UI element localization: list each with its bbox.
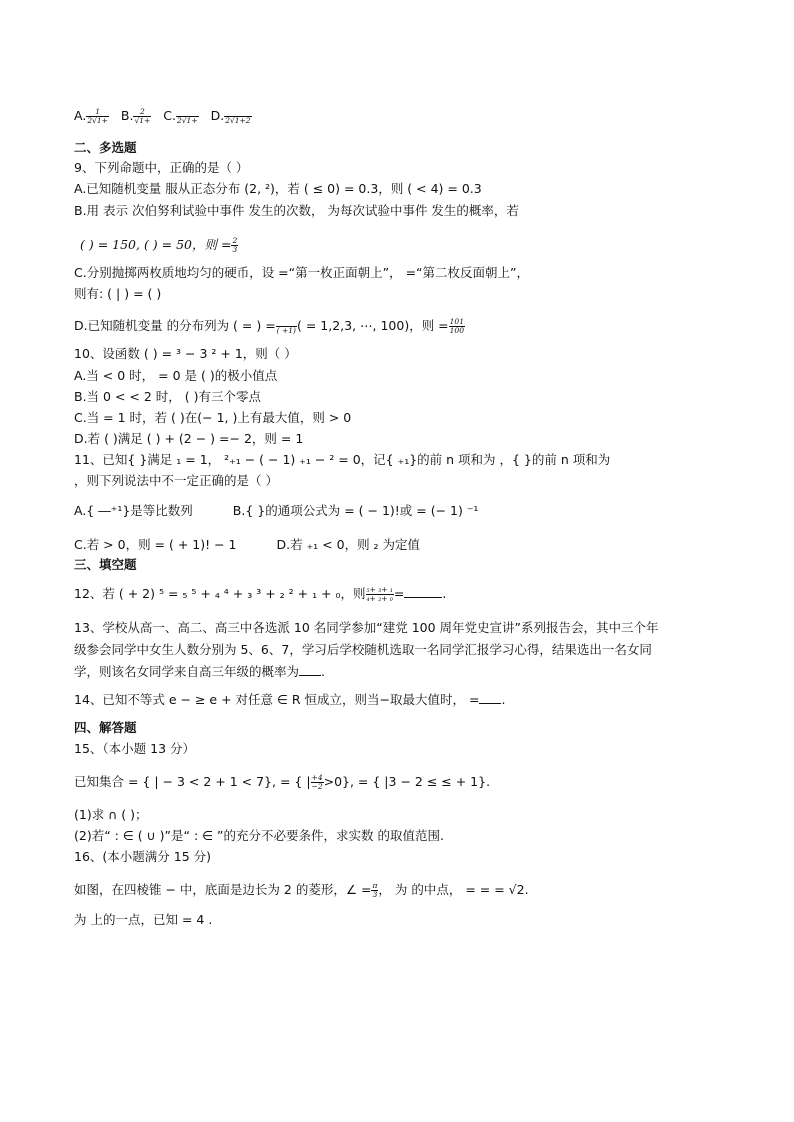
q14-line: 14、已知不等式 e − ≥ e + 对任意 ∈ R 恒成立，则当−取最大值时， = . bbox=[74, 692, 506, 707]
q9-option-b-line1: B.用 表示 次伯努利试验中事件 发生的次数， 为每次试验中事件 发生的概率，若 bbox=[74, 203, 519, 218]
q11-option-c: C.若 > 0，则 = ( + 1)! − 1 bbox=[74, 537, 237, 552]
q11-stem-line1: 11、已知{ }满足 ₁ = 1， ²₊₁ − ( − 1) ₊₁ − ² = 0，记{ ₊₁}的前 n 项和为 ，{ }的前 n 项和为 bbox=[74, 452, 611, 467]
q16-line1: 如图，在四棱锥 − 中，底面是边长为 2 的菱形，∠ = $\frac{\pi}{3}$ ， 为 的中点， = = = √2. bbox=[74, 881, 529, 899]
q10-option-c: C.当 = 1 时，若 ( )在(− 1, )上有最大值，则 > 0 bbox=[74, 410, 352, 425]
q13-answer-blank bbox=[299, 664, 321, 676]
q10-option-b: B.当 0 < < 2 时， ( )有三个零点 bbox=[74, 389, 261, 404]
q15-part1: (1)求 ∩ ( )； bbox=[74, 807, 148, 822]
q8-option-a: A. $\frac{1}{2√1+}$ bbox=[74, 107, 108, 125]
q8-option-b: B. $\frac{2}{√1+}$ bbox=[120, 107, 151, 125]
q12-line: 12、若 ( + 2) ⁵ = ₅ ⁵ + ₄ ⁴ + ₃ ³ + ₂ ² + ₁ + ₀，则 $\frac{\text{₅+ ₃+ ₁}}{\text{₄+ ₂+ ₀}}$ = . bbox=[74, 585, 447, 603]
q8-option-c: C. 2√1+ bbox=[163, 108, 198, 125]
q9-option-b-line2: ( ) = 150, ( ) = 50，则 = $\frac{2}{3}$ bbox=[80, 236, 238, 254]
q16-head: 16、(本小题满分 15 分) bbox=[74, 849, 212, 864]
q11-option-b: B.{ }的通项公式为 = ( − 1)!或 = (− 1) ⁻¹ bbox=[232, 503, 479, 518]
q9-stem: 9、下列命题中，正确的是（ ） bbox=[74, 160, 249, 175]
q13-line1: 13、学校从高一、高二、高三中各选派 10 名同学参加“建党 100 周年党史宣讲”系列报告会，其中三个年 bbox=[74, 620, 659, 635]
q16-line2: 为 上的一点，已知 = 4 . bbox=[74, 912, 213, 927]
q13-line3: 学，则该名女同学来自高三年级的概率为 . bbox=[74, 664, 325, 679]
q9-option-a: A.已知随机变量 服从正态分布 (2, ²)，若 ( ≤ 0) = 0.3，则 ( < 4) = 0.3 bbox=[74, 181, 482, 196]
q11-stem-line2: ，则下列说法中不一定正确的是（ ） bbox=[74, 473, 278, 488]
q11-option-d: D.若 ₊₁ < 0，则 ₂ 为定值 bbox=[276, 537, 421, 552]
q9-option-d: D.已知随机变量 的分布列为 ( = ) = ( +1) ( = 1,2,3, ⋯, 100)，则 = $\frac{101}{100}$ bbox=[74, 317, 464, 335]
q11-options-cd bbox=[74, 537, 420, 553]
q10-stem: 10、设函数 ( ) = ³ − 3 ² + 1，则（ ） bbox=[74, 346, 297, 361]
q11-option-a: A.{ ―⁺¹}是等比数列 bbox=[74, 503, 193, 518]
q15-head: 15、（本小题 13 分） bbox=[74, 741, 196, 756]
q10-option-d: D.若 ( )满足 ( ) + (2 − ) =− 2，则 = 1 bbox=[74, 431, 304, 446]
section-solutions: 四、解答题 bbox=[74, 720, 137, 735]
q11-options-ab bbox=[74, 503, 478, 519]
section-fill-blank: 三、填空题 bbox=[74, 557, 137, 572]
q9-option-c-line2: 则有: ( | ) = ( ) bbox=[74, 286, 162, 301]
q15-part2: (2)若“ : ∈ ( ∪ )”是“ : ∈ ”的充分不必要条件，求实数 的取值范围. bbox=[74, 828, 444, 843]
section-multiple-choice: 二、多选题 bbox=[74, 140, 137, 155]
q15-sets: 已知集合 = { | − 3 < 2 + 1 < 7}, = { | $\frac{+4}{-2}$ >0}, = { |3 − 2 ≤ ≤ + 1}. bbox=[74, 773, 491, 791]
q8-options bbox=[74, 108, 260, 125]
q9-option-c-line1: C.分别抛掷两枚质地均匀的硬币，设 =“第一枚正面朝上”， =“第二枚反面朝上”， bbox=[74, 265, 530, 280]
q12-answer-blank bbox=[404, 586, 442, 598]
q10-option-a: A.当 < 0 时， = 0 是 ( )的极小值点 bbox=[74, 368, 278, 383]
q13-line2: 级参会同学中女生人数分别为 5、6、7，学习后学校随机选取一名同学汇报学习心得，结果选出一名女同 bbox=[74, 642, 652, 657]
q14-answer-blank bbox=[479, 692, 501, 704]
q8-option-d: D. 2√1+2 bbox=[210, 108, 251, 125]
